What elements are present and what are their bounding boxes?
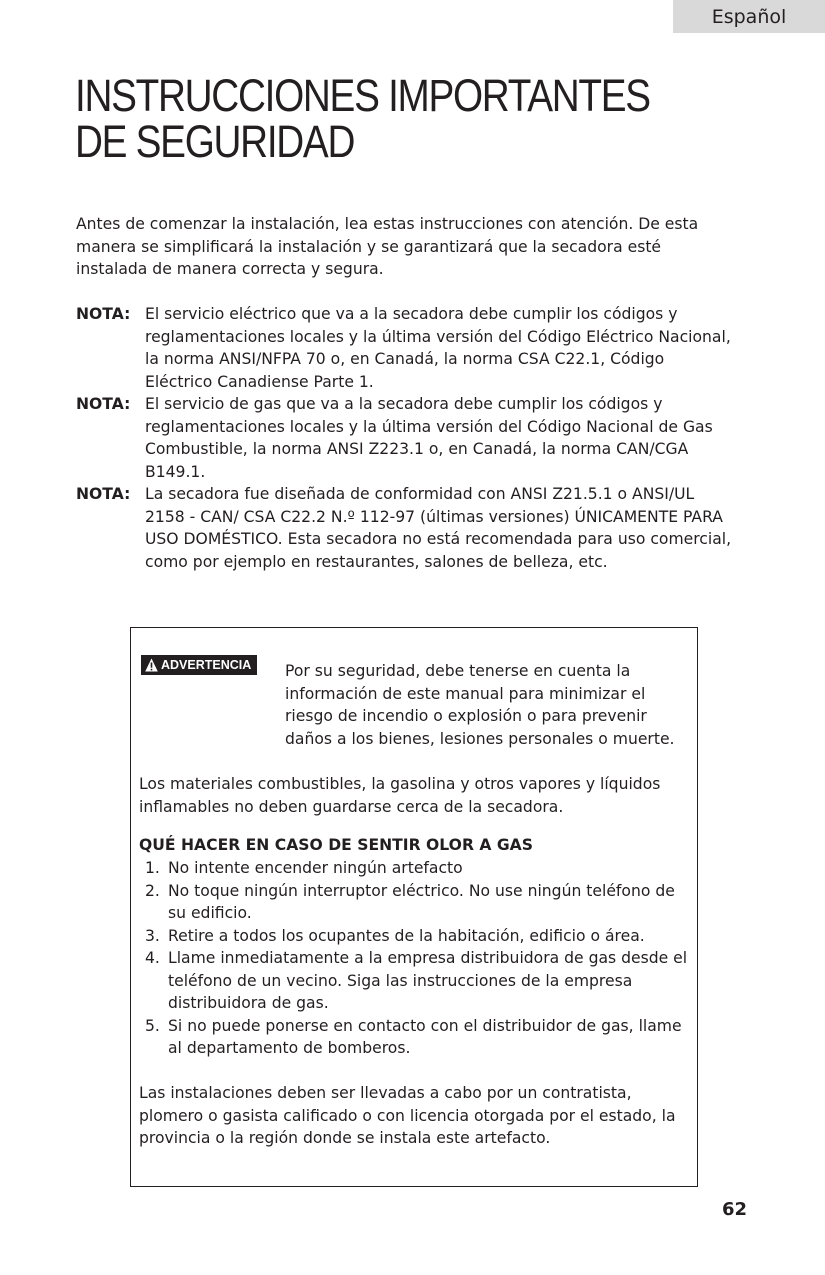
- warning-badge: [141, 655, 257, 675]
- warning-lead-text: Por su seguridad, debe tenerse en cuenta la información de este manual para minimizar el riesgo de incendio o explosión o para prevenir daños a los bienes, lesiones personales o muerte.: [285, 662, 675, 748]
- list-item: [145, 925, 695, 948]
- warning-box: [130, 627, 698, 1187]
- warning-badge-label: ADVERTENCIA: [161, 658, 252, 672]
- note-text: El servicio de gas que va a la secadora debe cumplir los códigos y reglamentaciones locales y la última versión del Código Nacional de Gas Combustible, la norma ANSI Z223.1 o, en Canadá, la norma CAN/CGA B149.1.: [145, 395, 713, 481]
- list-item: [145, 880, 695, 925]
- note-gas-service: [76, 393, 736, 483]
- language-tab: Español: [673, 0, 825, 33]
- step-text: Si no puede ponerse en contacto con el distribuidor de gas, llame al departamento de bomberos.: [168, 1016, 682, 1057]
- installers-text: Las instalaciones deben ser llevadas a cabo por un contratista, plomero o gasista calificado o con licencia otorgada por el estado, la provincia o la región donde se instala este artefacto.: [139, 1084, 676, 1147]
- note-electrical: [76, 303, 736, 393]
- note-label: NOTA:: [76, 395, 131, 413]
- step-number: 3.: [145, 926, 160, 945]
- gas-smell-heading: QUÉ HACER EN CASO DE SENTIR OLOR A GAS: [139, 836, 533, 854]
- note-text: La secadora fue diseñada de conformidad con ANSI Z21.5.1 o ANSI/UL 2158 - CAN/ CSA C22.2 N.º 112-97 (últimas versiones) ÚNICAMENTE PARA USO DOMÉSTICO. Esta secadora no está recomendada para uso comercial, como por ejemplo en restaurantes, salones de belleza, etc.: [145, 485, 732, 571]
- note-label: NOTA:: [76, 485, 131, 503]
- page-title: [75, 70, 650, 167]
- step-number: 1.: [145, 859, 160, 877]
- step-text: Retire a todos los ocupantes de la habitación, edificio o área.: [168, 926, 645, 945]
- step-number: 4.: [145, 949, 160, 967]
- step-text: Llame inmediatamente a la empresa distribuidora de gas desde el teléfono de un vecino. Siga las instrucciones de la empresa distribuidora de gas.: [168, 949, 688, 1012]
- list-item: [145, 947, 695, 1015]
- page-title-line-1: INSTRUCCIONES IMPORTANTES: [75, 70, 650, 121]
- list-item: [145, 857, 695, 880]
- gas-steps-list: [145, 857, 695, 1060]
- list-item: [145, 1015, 695, 1060]
- combustibles-text: Los materiales combustibles, la gasolina y otros vapores y líquidos inflamables no deben guardarse cerca de la secadora.: [139, 775, 661, 816]
- step-text: No intente encender ningún artefacto: [168, 859, 463, 877]
- intro-paragraph: Antes de comenzar la instalación, lea estas instrucciones con atención. De esta manera se simplificará la instalación y se garantizará que la secadora esté instalada de manera correcta y segura.: [76, 215, 699, 278]
- step-text: No toque ningún interruptor eléctrico. No use ningún teléfono de su edificio.: [168, 881, 675, 922]
- notes-list: [76, 303, 736, 573]
- step-number: 5.: [145, 1016, 160, 1035]
- warning-triangle-icon: [145, 658, 158, 672]
- note-text: El servicio eléctrico que va a la secadora debe cumplir los códigos y reglamentaciones locales y la última versión del Código Eléctrico Nacional, la norma ANSI/NFPA 70 o, en Canadá, la norma CSA C22.1, Código Eléctrico Canadiense Parte 1.: [145, 305, 731, 391]
- page-number: 62: [722, 1199, 748, 1220]
- page-title-line-2: DE SEGURIDAD: [75, 116, 355, 167]
- note-label: NOTA:: [76, 305, 131, 323]
- step-number: 2.: [145, 881, 160, 900]
- note-compliance: [76, 483, 736, 573]
